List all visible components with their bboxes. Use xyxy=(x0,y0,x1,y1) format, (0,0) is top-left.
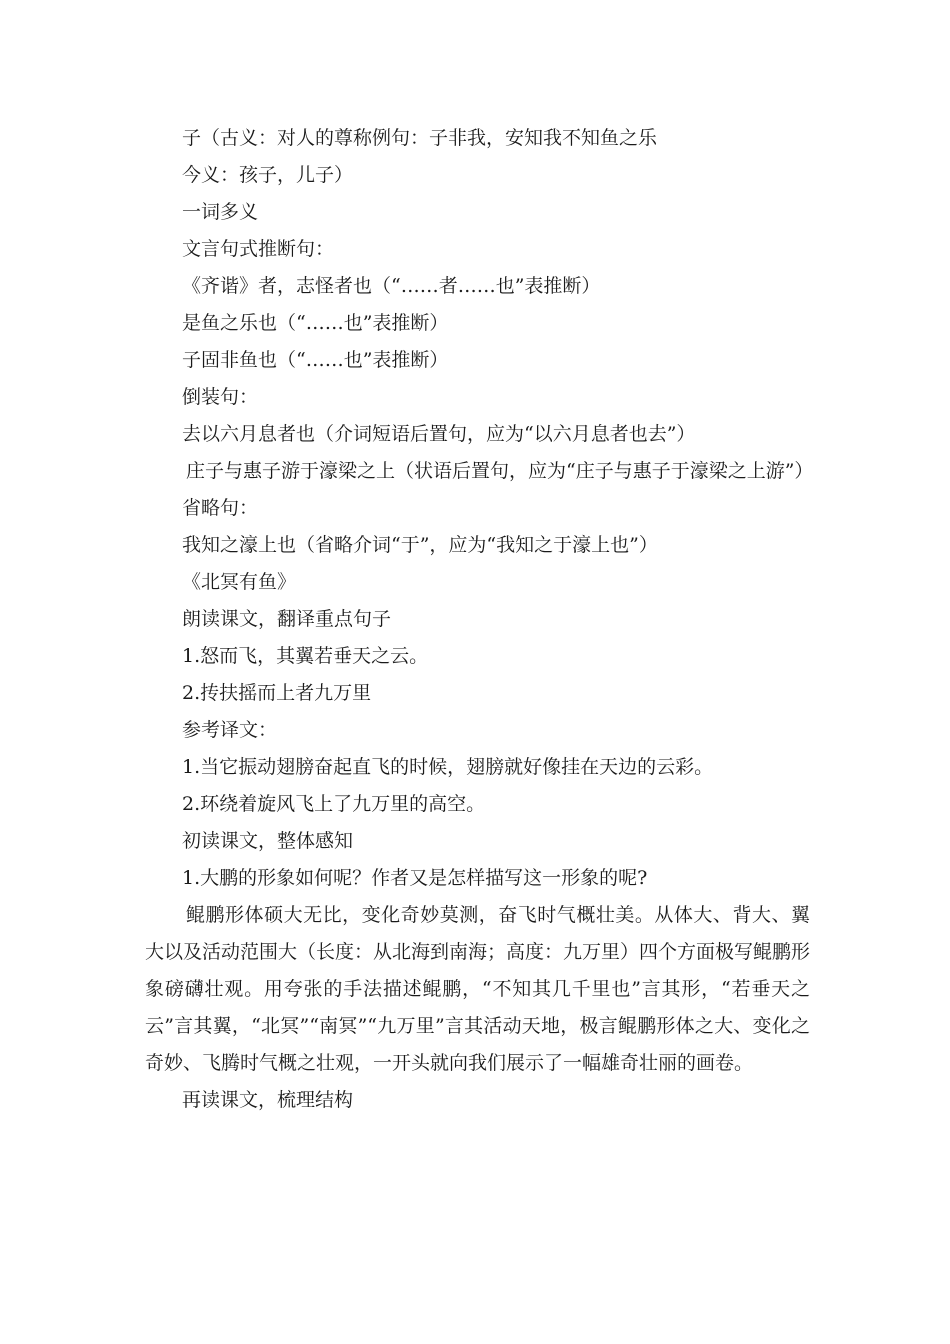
section-heading: 初读课文，整体感知 xyxy=(182,830,354,852)
section-heading: 文言句式推断句： xyxy=(182,238,335,260)
text-line: 《齐谐》者，志怪者也（“……者……也”表推断） xyxy=(182,275,601,297)
answer-paragraph: 鲲鹏形体硕大无比，变化奇妙莫测，奋飞时气概壮美。从体大、背大、翼大以及活动范围大（长度：从北海到南海；高度：九万里）四个方面极写鲲鹏形象磅礴壮观。用夸张的手法描述鲲鹏，“不知其几千里也”言其形，“若垂天之云”言其翼，“北冥”“南冥”“九万里”言其活动天地，极言鲲鹏形体之大、变化之奇妙、飞腾时气概之壮观，一开头就向我们展示了一幅雄奇壮丽的画卷。 xyxy=(145,904,811,1074)
text-paragraph: 庄子与惠子游于濠梁之上（状语后置句，应为“庄子与惠子于濠梁之上游”） xyxy=(186,460,814,482)
text-line: 是鱼之乐也（“……也”表推断） xyxy=(182,312,449,334)
section-heading: 倒装句： xyxy=(182,386,259,408)
section-heading: 一词多义 xyxy=(182,201,259,223)
question-item: 1.大鹏的形象如何呢？作者又是怎样描写这一形象的呢? xyxy=(182,867,648,889)
text-line: 子（古义：对人的尊称例句：子非我，安知我不知鱼之乐 xyxy=(182,127,658,149)
section-heading: 省略句： xyxy=(182,497,259,519)
list-item: 1.当它振动翅膀奋起直飞的时候，翅膀就好像挂在天边的云彩。 xyxy=(182,756,714,778)
text-line: 我知之濠上也（省略介词“于”，应为“我知之于濠上也”） xyxy=(182,534,658,556)
list-item: 2.环绕着旋风飞上了九万里的高空。 xyxy=(182,793,486,815)
lesson-title: 《北冥有鱼》 xyxy=(182,571,297,593)
list-item: 1.怒而飞，其翼若垂天之云。 xyxy=(182,645,429,667)
document-body xyxy=(145,120,814,1119)
text-line: 去以六月息者也（介词短语后置句，应为“以六月息者也去”） xyxy=(182,423,696,445)
text-line: 子固非鱼也（“……也”表推断） xyxy=(182,349,449,371)
section-heading: 参考译文： xyxy=(182,719,278,741)
section-heading: 再读课文，梳理结构 xyxy=(182,1089,354,1111)
section-heading: 朗读课文，翻译重点句子 xyxy=(182,608,392,630)
text-line: 今义：孩子，儿子） xyxy=(182,164,354,186)
list-item: 2.抟扶摇而上者九万里 xyxy=(182,682,372,704)
